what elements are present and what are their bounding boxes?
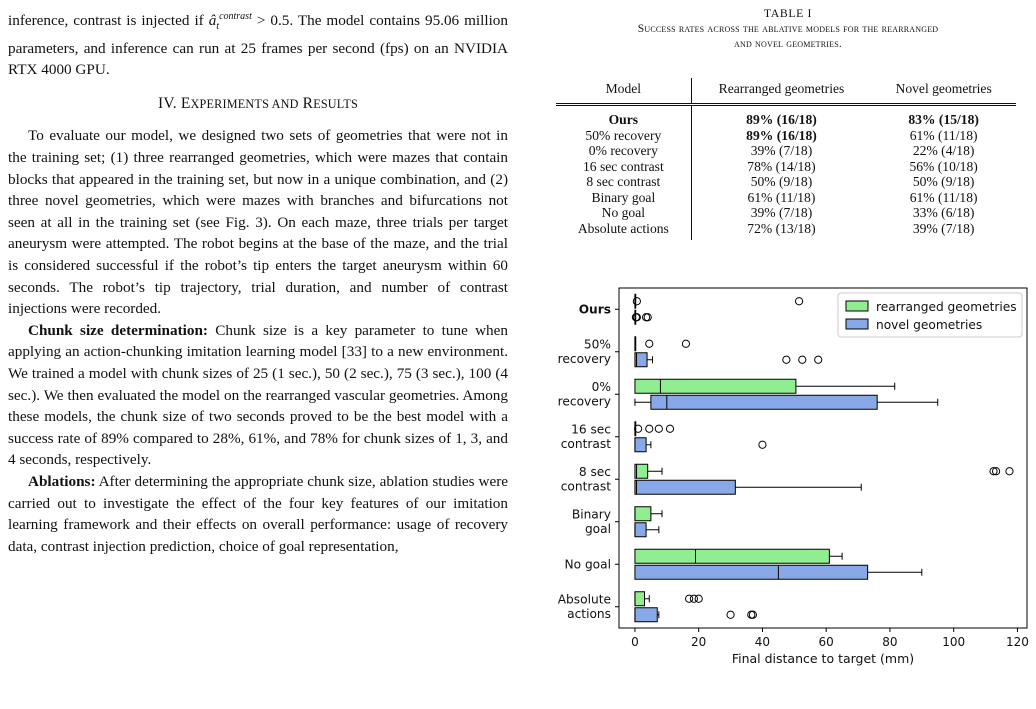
cell-novel: 22% (4/18): [912, 143, 975, 158]
cell-rearranged: 39% (7/18): [750, 205, 813, 220]
novel-box: [635, 608, 657, 622]
novel-outlier: [799, 356, 806, 363]
cell-rearranged: 72% (13/18): [747, 220, 816, 236]
cell-model: Binary goal: [556, 190, 691, 206]
legend-label: rearranged geometries: [876, 300, 1017, 314]
x-tick-label: 80: [882, 635, 898, 649]
novel-outlier: [759, 441, 766, 448]
cell-model: 0% recovery: [556, 143, 691, 159]
cell-novel: 50% (9/18): [912, 174, 975, 189]
novel-outlier: [644, 314, 651, 321]
x-tick-label: 0: [631, 635, 639, 649]
y-category-label: contrast: [560, 479, 611, 494]
cell-model: Absolute actions: [556, 221, 691, 241]
cell-novel: 39% (7/18): [912, 220, 975, 236]
table-label: TABLE I: [763, 6, 813, 20]
legend-swatch: [846, 319, 868, 329]
y-category-label: 8 sec: [578, 465, 611, 479]
ablations-paragraph: Ablations: After determining the appropriate chunk size, ablation studies were carried out to investigate the effect of the four key features of our imitation learning framework and their effects on overall performance: usage of recovery data, contrast injection prediction, choice of goal representation,: [8, 472, 508, 555]
novel-box: [635, 438, 646, 452]
header-rearranged: Rearranged geometries: [691, 78, 871, 105]
section-heading: IV. EXPERIMENTS AND RESULTS: [158, 94, 358, 112]
y-category-label: contrast: [560, 437, 611, 451]
cell-model: 16 sec contrast: [556, 159, 691, 175]
cell-rearranged: 89% (16/18): [746, 127, 817, 143]
rearranged-box: [635, 379, 796, 393]
rearranged-outlier: [695, 595, 702, 602]
cell-novel: 61% (11/18): [909, 127, 978, 143]
cell-model: Ours: [556, 105, 691, 128]
cell-rearranged: 78% (14/18): [747, 158, 816, 174]
cell-novel: 33% (6/18): [912, 205, 975, 220]
cell-model: 50% recovery: [556, 128, 691, 144]
y-category-label: Absolute: [557, 592, 611, 607]
novel-outlier: [815, 356, 822, 363]
header-model: Model: [556, 78, 691, 105]
cell-rearranged: 89% (16/18): [746, 112, 817, 127]
rearranged-outlier: [655, 425, 662, 432]
rearranged-outlier: [646, 425, 653, 432]
x-axis-label: Final distance to target (mm): [731, 651, 915, 666]
intro-rest: contains 95.06 million parameters, and inference can run at 25 frames per second (fps) on an NVIDIA RTX 4000 GPU.: [8, 12, 508, 79]
y-category-label: actions: [567, 607, 611, 621]
rearranged-outlier: [1006, 468, 1013, 475]
y-category-label: recovery: [557, 352, 611, 366]
rearranged-box: [635, 507, 651, 521]
rearranged-box: [635, 549, 829, 563]
chunk-size-paragraph: Chunk size determination: Chunk size is a key parameter to tune when applying an action-chunking imitation learning model [33] to a new environment. We trained a model with chunk sizes of 25 (1 sec.), 50 (2 sec.), 75 (3 sec.), 100 (4 sec.). We then evaluated the model on the rearranged vascular geometries. Among these models, the chunk size of two seconds proved to be the best model with a success rate of 89% compared to 28%, 61%, and 78% for chunk sizes of 1, 3, and 4 seconds, respectively.: [8, 321, 508, 469]
rearranged-box: [635, 592, 645, 606]
novel-box: [635, 523, 646, 537]
y-category-label: 0%: [591, 380, 611, 394]
y-category-label: Ours: [578, 302, 611, 317]
y-category-label: goal: [584, 522, 611, 536]
cell-model: No goal: [556, 205, 691, 221]
y-category-label: 50%: [583, 337, 611, 352]
y-category-label: 16 sec: [571, 422, 611, 437]
cell-model: 8 sec contrast: [556, 174, 691, 190]
chunk-size-heading: Chunk size determination:: [28, 321, 208, 339]
x-tick-label: 120: [1005, 635, 1029, 649]
cell-rearranged: 61% (11/18): [747, 189, 816, 205]
novel-outlier: [748, 611, 755, 618]
cell-novel: 83% (15/18): [908, 112, 979, 127]
novel-box: [651, 395, 877, 409]
rearranged-outlier: [633, 298, 640, 305]
novel-box: [635, 565, 868, 579]
rearranged-outlier: [682, 340, 689, 347]
header-novel: Novel geometries: [871, 78, 1016, 105]
novel-outlier: [642, 314, 649, 321]
contrast-symbol: $â_t^{contrast}$: [208, 11, 252, 33]
y-category-label: recovery: [557, 394, 611, 409]
table-caption: Success rates across the ablative models for the rearranged and novel geometries.: [637, 22, 939, 50]
x-tick-label: 20: [691, 635, 707, 649]
ablations-heading: Ablations:: [28, 472, 96, 490]
novel-outlier: [727, 611, 734, 618]
cell-rearranged: 50% (9/18): [750, 174, 813, 189]
rearranged-outlier: [646, 340, 653, 347]
cell-rearranged: 39% (7/18): [750, 143, 813, 158]
x-tick-label: 100: [942, 635, 966, 649]
intro-line-1-prefix: inference, contrast is injected if: [8, 12, 209, 30]
novel-box: [635, 480, 735, 494]
experiments-paragraph: To evaluate our model, we designed two sets of geometries that were not in the training set; (1) three rearranged geometries, which were mazes that contain blocks that appeared in the training set, but now in a unique combination, and (2) three novel geometries, which were mazes with branches and bifurcations not seen at all in the training set (see Fig. 3). On each maze, three trials per target aneurysm were attempted. The robot begins at the base of the maze, and the trial is considered successful if the robot’s tip enters the target aneurysm within 60 seconds. The robot’s tip trajectory, trial duration, and number of contrast injections were recorded.: [8, 127, 508, 318]
y-category-label: Binary: [571, 507, 611, 522]
novel-outlier: [749, 611, 756, 618]
intro-line-1-suffix: > 0.5. The model: [251, 12, 365, 30]
cell-novel: 56% (10/18): [909, 158, 978, 174]
legend-swatch: [846, 301, 868, 311]
rearranged-outlier: [666, 425, 673, 432]
rearranged-outlier: [795, 298, 802, 305]
legend-label: novel geometries: [876, 318, 983, 332]
novel-outlier: [783, 356, 790, 363]
y-category-label: No goal: [564, 557, 611, 572]
x-tick-label: 40: [754, 635, 771, 649]
cell-novel: 61% (11/18): [909, 189, 978, 205]
x-tick-label: 60: [818, 635, 834, 649]
